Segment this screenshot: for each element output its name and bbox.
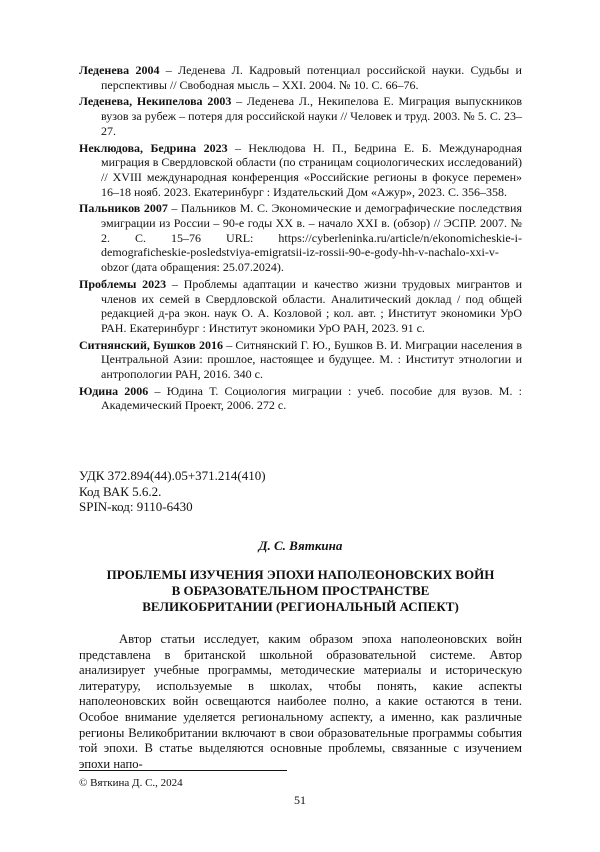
article-title xyxy=(79,567,522,615)
reference-author: Неклюдова, Бедрина 2023 xyxy=(79,140,228,155)
reference-entry xyxy=(79,94,522,138)
reference-text: – Леденева Л. Кадровый потенциал российской науки. Судьбы и перспективы // Свободная мысль – XXI. 2004. № 10. С. 66–76. xyxy=(101,63,522,92)
article-title-line: ПРОБЛЕМЫ ИЗУЧЕНИЯ ЭПОХИ НАПОЛЕОНОВСКИХ ВОЙН xyxy=(106,567,495,582)
footnote-divider xyxy=(79,770,287,771)
reference-text: – Пальников М. С. Экономические и демографические последствия эмиграции из России – 90-е годы XX в. – начало XXI в. (обзор) // ЭСПР. 2007. № 2. С. 15–76 URL: https://cyberleninka.ru/article/n/ekonomicheskie-i-demograficheskie-posledstviya-emigratsii-iz-rossii-90-e-gody-hh-v-nachalo-xxi-v-obzor (дата обращения: 25.07.2024). xyxy=(101,201,522,275)
reference-entry xyxy=(79,141,522,200)
reference-entry xyxy=(79,277,522,336)
copyright-note: © Вяткина Д. С., 2024 xyxy=(79,777,183,789)
page-number: 51 xyxy=(294,793,306,807)
udc-code: УДК 372.894(44).05+371.214(410) xyxy=(79,468,266,483)
article-author: Д. С. Вяткина xyxy=(258,538,343,553)
reference-list xyxy=(79,63,522,415)
reference-text: – Ситнянский Г. Ю., Бушков В. И. Миграции населения в Центральной Азии: прошлое, настоящее и будущее. М. : Институт этнологии и антропологии РАН, 2016. 340 с. xyxy=(101,337,522,382)
reference-text: – Проблемы адаптации и качество жизни трудовых мигрантов и членов их семей в Свердловской области. Аналитический доклад / под общей редакцией д-ра экон. наук О. А. Козловой ; кол. авт. ; Институт экономики УрО РАН. Екатеринбург : Институт экономики УрО РАН, 2023. 91 с. xyxy=(101,276,522,335)
reference-entry xyxy=(79,384,522,413)
reference-text: – Юдина Т. Социология миграции : учеб. пособие для вузов. М. : Академический Проект, 2006. 272 с. xyxy=(101,383,522,413)
reference-entry xyxy=(79,338,522,382)
spin-code: SPIN-код: 9110-6430 xyxy=(79,499,193,514)
reference-author: Юдина 2006 xyxy=(79,383,149,398)
reference-entry xyxy=(79,201,522,275)
vak-code: Код ВАК 5.6.2. xyxy=(79,483,162,499)
article-title-line: В ОБРАЗОВАТЕЛЬНОМ ПРОСТРАНСТВЕ xyxy=(171,583,430,598)
article-abstract: Автор статьи исследует, каким образом эпоха наполеоновских войн представлена в британской школьной образовательной системе. Автор анализирует учебные программы, методические материалы и историческую литературу, используемые в школах, чтобы понять, какие аспекты наполеоновских войн освещаются наиболее полно, а какие остаются в тени. Особое внимание уделяется региональному аспекту, а именно, как различные регионы Великобритании включают в свои образовательные программы события той эпохи. В статье выделяются основные проблемы, связанные с изучением эпохи напо- xyxy=(79,632,522,771)
reference-entry xyxy=(79,63,522,92)
reference-author: Леденева, Некипелова 2003 xyxy=(79,94,232,109)
article-metadata xyxy=(79,468,266,515)
article-title-line: ВЕЛИКОБРИТАНИИ (РЕГИОНАЛЬНЫЙ АСПЕКТ) xyxy=(142,599,459,614)
reference-author: Проблемы 2023 xyxy=(79,276,167,291)
reference-text: – Неклюдова Н. П., Бедрина Е. Б. Международная миграция в Свердловской области (по страницам социологических исследований) // XVIII международная конференция «Российские регионы в фокусе перемен» 16–18 нояб. 2023. Екатеринбург : Издательский Дом «Ажур», 2023. С. 356–358. xyxy=(101,140,522,199)
reference-author: Пальников 2007 xyxy=(79,201,168,216)
reference-text: – Леденева Л., Некипелова Е. Миграция выпускников вузов за рубеж – потеря для российской науки // Человек и труд. 2003. № 5. С. 23–27. xyxy=(101,94,523,138)
reference-author: Леденева 2004 xyxy=(79,63,160,77)
reference-author: Ситнянский, Бушков 2016 xyxy=(79,337,223,352)
